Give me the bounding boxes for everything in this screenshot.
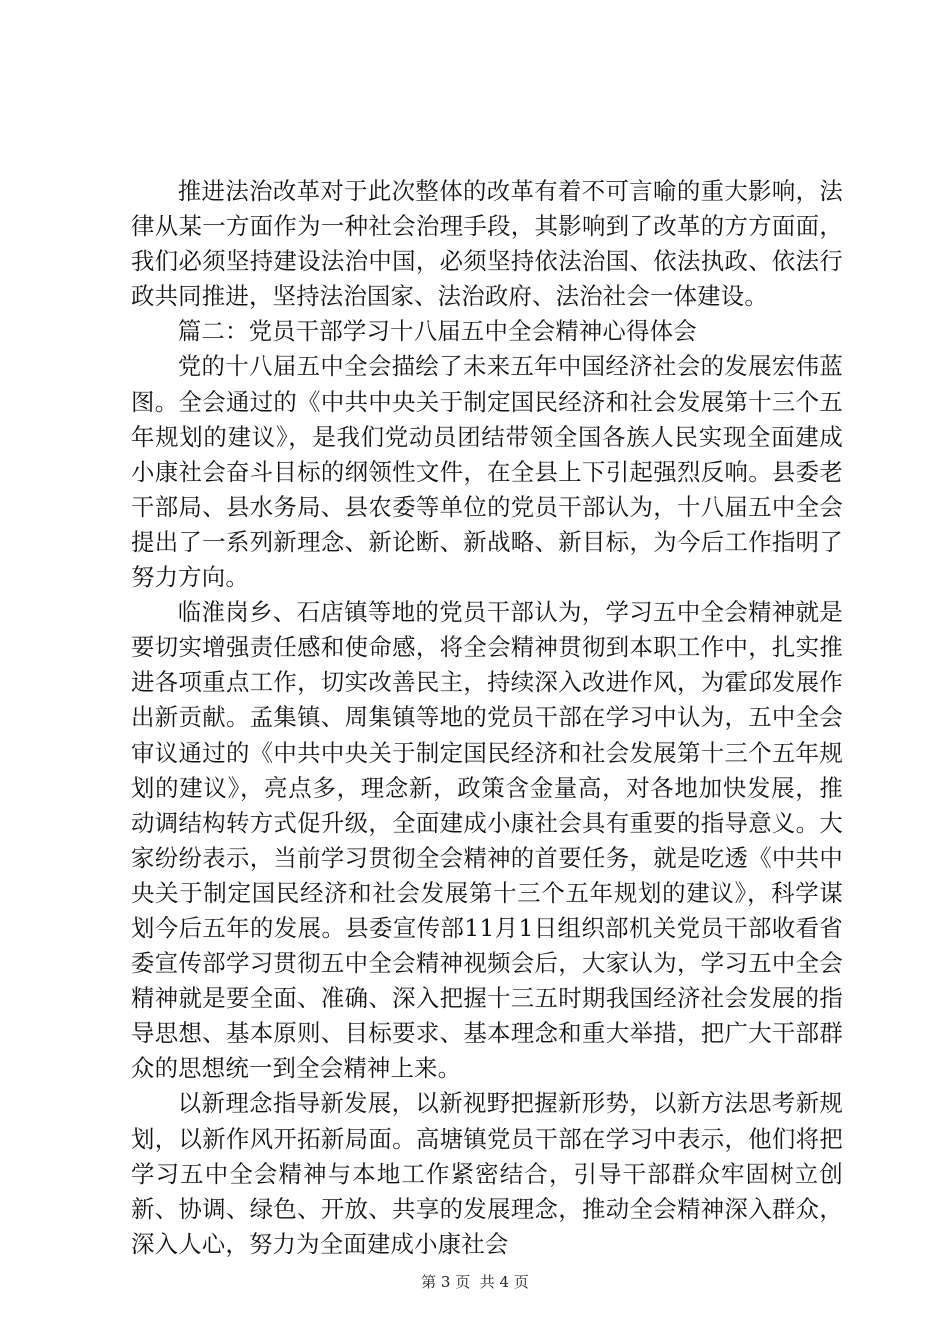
paragraph-plenary-blueprint: 党的十八届五中全会描绘了未来五年中国经济社会的发展宏伟蓝图。全会通过的《中共中央关于制定国民经济和社会发展第十三个五年规划的建议》，是我们党动员团结带领全国各族人民实现全面建成小康社会奋斗目标的纲领性文件，在全县上下引起强烈反响。县委老干部局、县水务局、县农委等单位的党员干部认为，十八届五中全会提出了一系列新理念、新论断、新战略、新目标，为今后工作指明了努力方向。 [131, 352, 843, 592]
section-heading-part-two: 篇二：党员干部学习十八届五中全会精神心得体会 [177, 317, 697, 346]
document-body [131, 174, 843, 1262]
paragraph-local-cadres-views: 临淮岗乡、石店镇等地的党员干部认为，学习五中全会精神就是要切实增强责任感和使命感，将全会精神贯彻到本职工作中，扎实推进各项重点工作，切实改善民主，持续深入改进作风，为霍邱发展作出新贡献。孟集镇、周集镇等地的党员干部在学习中认为，五中全会审议通过的《中共中央关于制定国民经济和社会发展第十三个五年规划的建议》，亮点多，理念新，政策含金量高，对各地加快发展，推动调结构转方式促升级，全面建成小康社会具有重要的指导意义。大家纷纷表示，当前学习贯彻全会精神的首要任务，就是吃透《中共中央关于制定国民经济和社会发展第十三个五年规划的建议》，科学谋划今后五年的发展。县委宣传部11月1日组织部机关党员干部收看省委宣传部学习贯彻五中全会精神视频会后，大家认为，学习五中全会精神就是要全面、准确、深入把握十三五时期我国经济社会发展的指导思想、基本原则、目标要求、基本理念和重大举措，把广大干部群众的思想统一到全会精神上来。 [131, 598, 843, 1083]
paragraph-new-concepts: 以新理念指导新发展，以新视野把握新形势，以新方法思考新规划，以新作风开拓新局面。高塘镇党员干部在学习中表示，他们将把学习五中全会精神与本地工作紧密结合，引导干部群众牢固树立创新、协调、绿色、开放、共享的发展理念，推动全会精神深入群众，深入人心，努力为全面建成小康社会 [131, 1089, 843, 1258]
paragraph-rule-of-law: 推进法治改革对于此次整体的改革有着不可言喻的重大影响，法律从某一方面作为一种社会治理手段，其影响到了改革的方方面面，我们必须坚持建设法治中国，必须坚持依法治国、依法执政、依法行政共同推进，坚持法治国家、法治政府、法治社会一体建设。 [131, 177, 843, 311]
page-number-footer: 第 3 页 共 4 页 [421, 1273, 529, 1291]
